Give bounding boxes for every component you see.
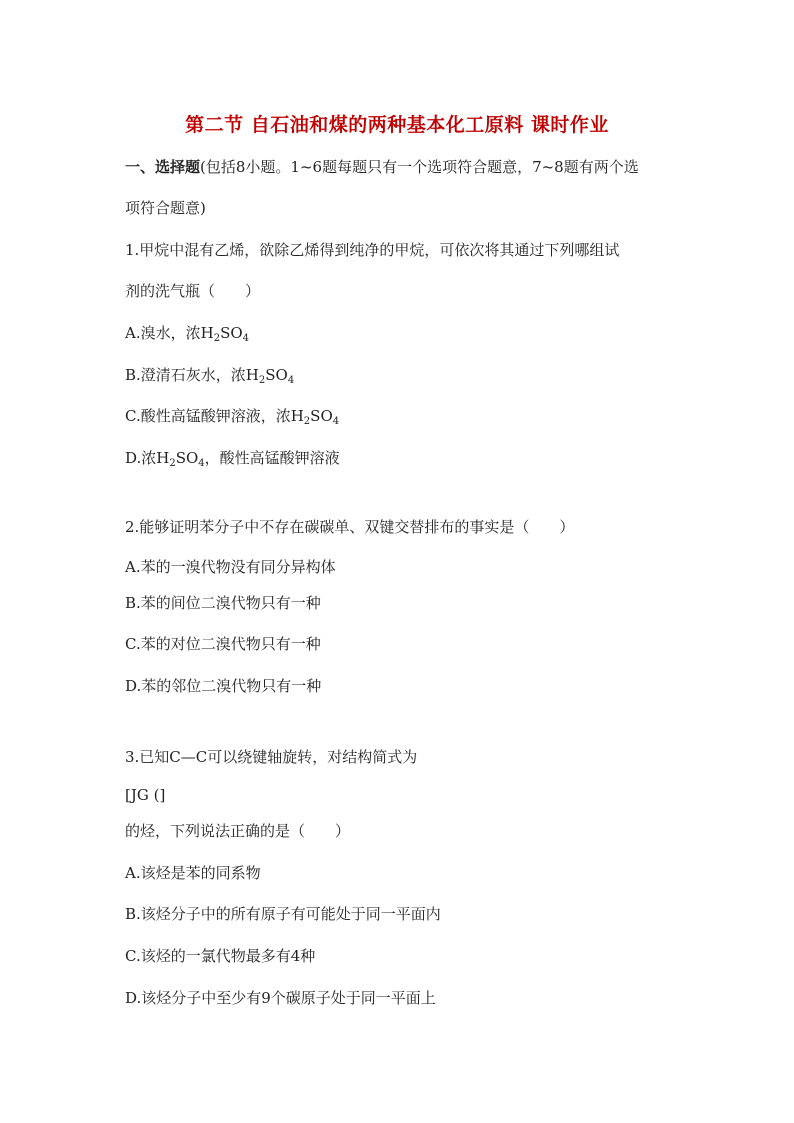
q3-option-a: A.该烃是苯的同系物	[125, 864, 261, 882]
q3-option-c: C.该烃的一氯代物最多有4种	[125, 947, 316, 965]
q1-option-d: D.浓$H_2SO_4$，酸性高锰酸钾溶液	[125, 449, 340, 469]
q1-option-c: C.酸性高锰酸钾溶液，浓$H_2SO_4$	[125, 407, 340, 427]
q1-option-a: A.溴水，浓$H_2SO_4$	[125, 324, 250, 344]
section-intro-cont: 项符合题意)	[125, 199, 206, 217]
q1-stem-cont: 剂的洗气瓶（ ）	[125, 282, 261, 300]
q1-option-b: B.澄清石灰水，浓$H_2SO_4$	[125, 366, 295, 386]
document-title: 第二节 自石油和煤的两种基本化工原料 课时作业	[185, 114, 609, 136]
q3-stem-cont: 的烃，下列说法正确的是（ ）	[125, 822, 351, 840]
q1-stem: 1.甲烷中混有乙烯，欲除乙烯得到纯净的甲烷，可依次将其通过下列哪组试	[125, 241, 620, 259]
q2-option-b: B.苯的间位二溴代物只有一种	[125, 594, 321, 612]
section-heading: 一、选择题	[125, 158, 201, 176]
q3-option-b: B.该烃分子中的所有原子有可能处于同一平面内	[125, 905, 441, 923]
q3-structure-placeholder: [JG (]	[125, 786, 166, 804]
section-intro: (包括8小题。1~6题每题只有一个选项符合题意，7~8题有两个选	[200, 158, 639, 176]
q2-option-c: C.苯的对位二溴代物只有一种	[125, 635, 321, 653]
q2-option-d: D.苯的邻位二溴代物只有一种	[125, 677, 322, 695]
q2-stem: 2.能够证明苯分子中不存在碳碳单、双键交替排布的事实是（ ）	[125, 518, 575, 536]
q3-option-d: D.该烃分子中至少有9个碳原子处于同一平面上	[125, 989, 436, 1007]
q2-option-a: A.苯的一溴代物没有同分异构体	[125, 558, 336, 576]
q3-stem: 3.已知C—C可以绕键轴旋转，对结构简式为	[125, 748, 418, 766]
section-intro-line	[125, 156, 639, 177]
